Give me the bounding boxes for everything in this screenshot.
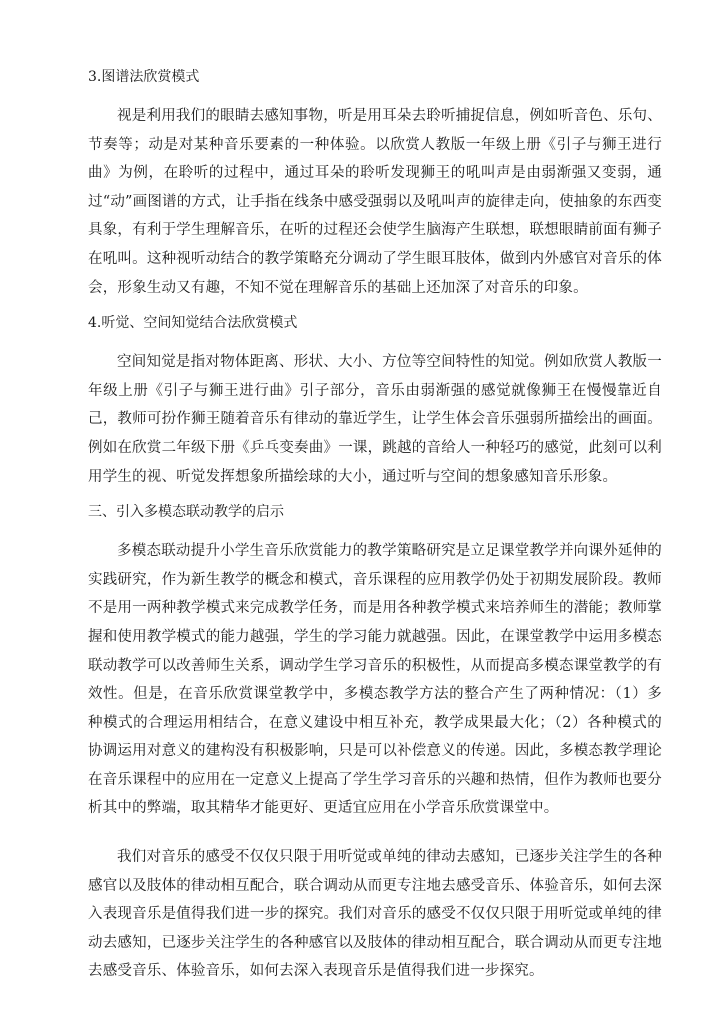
paragraph-multimodal-teaching: 多模态联动提升小学生音乐欣赏能力的教学策略研究是立足课堂教学并向课外延伸的实践研究，作为新生教学的概念和模式，音乐课程的应用教学仍处于初期发展阶段。教师不是用一两种教学模式来完成教学任务，而是用各种教学模式来培养师生的潜能；教师掌握和使用教学模式的能力越强，学生的学习能力就越强。因此，在课堂教学中运用多模态联动教学可以改善师生关系，调动学生学习音乐的积极性，从而提高多模态课堂教学的有效性。但是，在音乐欣赏课堂教学中，多模态教学方法的整合产生了两种情况：（1）多种模式的合理运用相结合，在意义建设中相互补充，教学成果最大化；（2）各种模式的协调运用对意义的建构没有积极影响，只是可以补偿意义的传递。因此，多模态教学理论在音乐课程中的应用在一定意义上提高了学生学习音乐的兴趣和热情，但作为教师也要分析其中的弊端，取其精华才能更好、更适宜应用在小学音乐欣赏课堂中。: [88, 543, 662, 817]
section-heading-4-spatial-perception: 4.听觉、空间知觉结合法欣赏模式: [88, 315, 298, 332]
section-heading-3-graphic-score: 3.图谱法欣赏模式: [88, 69, 200, 85]
paragraph-spatial-perception-mode: 空间知觉是指对物体距离、形状、大小、方位等空间特性的知觉。例如欣赏人教版一年级上册《引子与狮王进行曲》引子部分，音乐由弱渐强的感觉就像狮王在慢慢靠近自己，教师可扮作狮王随着音乐有律动的靠近学生，让学生体会音乐强弱所描绘出的画面。例如在欣赏二年级下册《乒乓变奏曲》一课，跳越的音给人一种轻巧的感觉，此刻可以利用学生的视、听觉发挥想象所描绘球的大小，通过听与空间的想象感知音乐形象。: [88, 354, 662, 485]
document-page: [88, 66, 662, 986]
section-heading-multimodal-inspiration: 三、引入多模态联动教学的启示: [88, 504, 284, 521]
paragraph-music-perception: 我们对音乐的感受不仅仅只限于用听觉或单纯的律动去感知，已逐步关注学生的各种感官以及肢体的律动相互配合，联合调动从而更专注地去感受音乐、体验音乐，如何去深入表现音乐是值得我们进一步的探究。我们对音乐的感受不仅仅只限于用听觉或单纯的律动去感知，已逐步关注学生的各种感官以及肢体的律动相互配合，联合调动从而更专注地去感受音乐、体验音乐，如何去深入表现音乐是值得我们进一步探究。: [88, 849, 662, 980]
paragraph-graphic-score-mode: 视是利用我们的眼睛去感知事物，听是用耳朵去聆听捕捉信息，例如听音色、乐句、节奏等；动是对某种音乐要素的一种体验。以欣赏人教版一年级上册《引子与狮王进行曲》为例，在聆听的过程中，通过耳朵的聆听发现狮王的吼叫声是由弱渐强又变弱，通过“动”画图谱的方式，让手指在线条中感受强弱以及吼叫声的旋律走向，使抽象的东西变具象，有利于学生理解音乐，在听的过程还会使学生脑海产生联想，联想眼睛前面有狮子在吼叫。这种视听动结合的教学策略充分调动了学生眼耳肢体，做到内外感官对音乐的体会，形象生动又有趣，不知不觉在理解音乐的基础上还加深了对音乐的印象。: [88, 108, 662, 296]
